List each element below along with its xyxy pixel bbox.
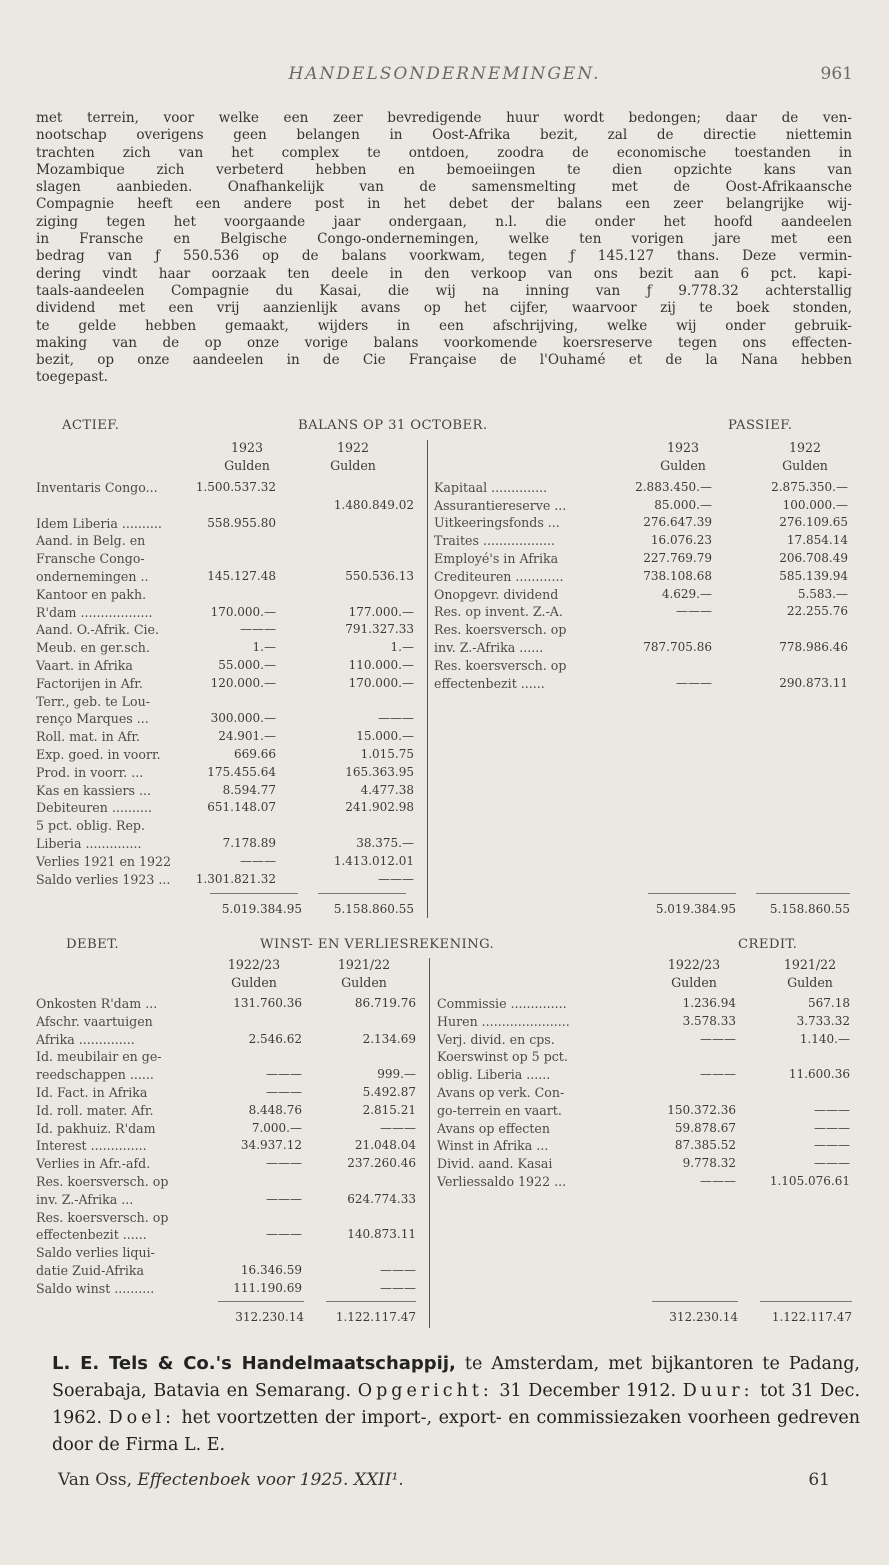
row-label: Afschr. vaartuigen (36, 1013, 153, 1029)
row-value: ——— (814, 1102, 850, 1117)
balans-title: BALANS OP 31 OCTOBER. (298, 418, 488, 433)
row-label: Res. op invent. Z.-A. (434, 604, 563, 620)
intro-line: bedrag van ƒ 550.536 op de balans voorkwam, tegen ƒ 145.127 thans. Deze vermin- (36, 248, 852, 265)
row-value: 3.733.32 (796, 1013, 850, 1028)
row-value: 206.708.49 (779, 551, 848, 565)
row-label: Interest .............. (36, 1138, 147, 1154)
rule (648, 893, 736, 894)
intro-line: in Fransche en Belgische Congo-ondernemingen, welke ten vorigen jare met een (36, 231, 852, 248)
row-value: 1.140.— (799, 1031, 850, 1046)
row-value: 7.178.89 (222, 836, 276, 850)
row-label: Factorijen in Afr. (36, 675, 143, 691)
row-label: Saldo winst .......... (36, 1280, 155, 1296)
row-value: 2.546.62 (248, 1031, 302, 1046)
row-value: ——— (266, 1227, 302, 1242)
row-value: ——— (378, 711, 414, 726)
rule (318, 893, 406, 894)
opgericht-label: Opgericht: (357, 1381, 493, 1401)
row-value: 34.937.12 (240, 1138, 302, 1153)
row-label: Exp. goed. in voorr. (36, 747, 161, 762)
row-label: datie Zuid-Afrika (36, 1263, 145, 1278)
row-label: Liberia .............. (36, 836, 142, 851)
row-label: Verlies in Afr.-afd. (36, 1156, 151, 1172)
row-label: Assurantiereserve ... (434, 497, 567, 513)
row-value: 85.000.— (654, 497, 712, 512)
col-year: 1921/22 (783, 957, 837, 972)
row-label: Onopgevr. dividend (434, 586, 559, 602)
passief-heading: PASSIEF. (728, 418, 793, 433)
row-value: 38.375.— (356, 836, 414, 850)
row-label: Uitkeeringsfonds ... (434, 515, 560, 531)
row-value: 1.413.012.01 (333, 853, 414, 868)
total-passief-1922: 5.158.860.55 (769, 902, 850, 916)
row-value: 669.66 (234, 747, 276, 761)
row-label: Terr., geb. te Lou- (36, 693, 150, 709)
row-label: Id. pakhuiz. R'dam (36, 1120, 156, 1136)
intro-line: met terrein, voor welke een zeer bevredigende huur wordt bedongen; daar de ven- (36, 110, 852, 126)
row-value: 5.583.— (797, 586, 848, 601)
row-value: 2.815.21 (362, 1102, 416, 1117)
debet-heading: DEBET. (66, 937, 119, 952)
row-value: ——— (814, 1138, 850, 1153)
row-value: ——— (380, 1263, 416, 1277)
intro-line: nootschap overigens geen belangen in Oost-Afrika bezit, zal de directie niettemin (36, 127, 852, 144)
row-value: 145.127.48 (207, 569, 276, 583)
row-label: 5 pct. oblig. Rep. (36, 818, 145, 834)
row-label: Idem Liberia .......... (36, 515, 162, 531)
row-label: Aand. O.-Afrik. Cie. (36, 622, 159, 638)
col-year: 1922 (788, 440, 822, 455)
row-value: 1.236.94 (682, 996, 736, 1010)
row-label: Vaart. in Afrika (36, 658, 133, 673)
row-value: ——— (676, 675, 712, 690)
row-value: 550.536.13 (345, 569, 414, 583)
rule (756, 893, 850, 894)
col-unit: Gulden (660, 458, 706, 473)
row-value: 131.760.36 (233, 996, 302, 1010)
row-value: 241.902.98 (345, 800, 414, 815)
rule (652, 1301, 738, 1302)
row-label: Crediteuren ............ (434, 568, 564, 584)
row-label: Huren ...................... (437, 1013, 570, 1029)
row-value: 567.18 (808, 996, 850, 1010)
row-value: 15.000.— (356, 729, 414, 744)
row-value: 1.— (390, 640, 414, 655)
row-value: 7.000.— (251, 1120, 302, 1135)
row-value: 2.134.69 (362, 1031, 416, 1046)
row-label: Roll. mat. in Afr. (36, 729, 140, 745)
row-label: Res. koersversch. op (36, 1209, 169, 1225)
intro-line: taals-aandeelen Compagnie du Kasai, die wij na inning van ƒ 9.778.32 achterstallig (36, 282, 852, 299)
row-value: 59.878.67 (674, 1120, 736, 1135)
row-value: 5.492.87 (362, 1085, 416, 1099)
row-value: 791.327.33 (345, 622, 414, 637)
actief-heading: ACTIEF. (62, 418, 120, 433)
row-value: ——— (676, 604, 712, 619)
row-label: effectenbezit ...... (36, 1227, 147, 1243)
row-value: 999.— (377, 1067, 416, 1082)
footer-book: Effectenboek voor 1925. (137, 1470, 349, 1490)
row-label: Id. Fact. in Afrika (36, 1085, 148, 1100)
row-value: 170.000.— (210, 604, 276, 619)
row-value: 24.901.— (218, 729, 276, 744)
winst-title: WINST- EN VERLIESREKENING. (260, 937, 495, 952)
intro-line: Compagnie heeft een andere post in het debet der balans een zeer belangrijke wij- (36, 196, 852, 213)
row-value: 110.000.— (348, 658, 414, 672)
row-label: Verj. divid. en cps. (437, 1031, 555, 1047)
row-value: 55.000.— (218, 658, 276, 672)
row-label: Kas en kassiers ... (36, 782, 151, 798)
row-value: 2.875.350.— (771, 479, 848, 494)
row-label: Koerswinst op 5 pct. (437, 1049, 568, 1065)
row-value: 1.480.849.02 (333, 497, 414, 512)
footer-volume: XXII¹. (348, 1470, 404, 1490)
col-year: 1923 (666, 440, 700, 455)
row-label: reedschappen ...... (36, 1067, 154, 1083)
row-value: 624.774.33 (347, 1191, 416, 1206)
row-value: 9.778.32 (682, 1156, 736, 1171)
row-value: ——— (380, 1280, 416, 1295)
row-label: Winst in Afrika ... (437, 1138, 549, 1154)
intro-line: bezit, op onze aandeelen in de Cie Française de l'Ouhamé et de la Nana hebben (36, 352, 852, 369)
row-value: 4.629.— (661, 586, 712, 601)
row-value: 778.986.46 (779, 640, 848, 654)
row-value: ——— (266, 1085, 302, 1099)
row-value: 1.105.076.61 (769, 1174, 850, 1188)
row-label: Inventaris Congo... (36, 480, 158, 495)
company-text: te Amsterdam, met bijkantoren te Padang, Soerabaja, Batavia en Semarang. (52, 1354, 860, 1401)
total-actief-1923: 5.019.384.95 (221, 902, 302, 916)
row-label: Afrika .............. (36, 1031, 135, 1047)
row-label: Avans op verk. Con- (437, 1085, 565, 1100)
row-value: ——— (378, 871, 414, 886)
row-label: Meub. en ger.sch. (36, 640, 150, 656)
row-value: ——— (814, 1120, 850, 1135)
rule (326, 1301, 416, 1302)
row-value: 1.015.75 (360, 747, 414, 761)
row-value: 1.500.537.32 (195, 480, 276, 494)
row-label: Res. koersversch. op (36, 1174, 169, 1189)
row-value: ——— (240, 853, 276, 868)
intro-line: te gelde hebben gemaakt, wijders in een afschrijving, welke wij onder gebruik- (36, 317, 852, 334)
row-value: 87.385.52 (674, 1138, 736, 1153)
row-value: 1.— (252, 640, 276, 655)
duur-value: tot 31 Dec. 1962. (52, 1381, 861, 1428)
footer-page: 61 (808, 1470, 830, 1490)
row-label: Kapitaal .............. (434, 479, 548, 495)
page-footer (58, 1470, 850, 1490)
row-value: ——— (380, 1120, 416, 1135)
winst-divider (429, 958, 430, 1328)
row-value: 150.372.36 (667, 1102, 736, 1117)
row-value: 2.883.450.— (635, 479, 712, 494)
row-value: 8.594.77 (222, 782, 276, 797)
row-value: 140.873.11 (347, 1227, 416, 1242)
intro-line: dering vindt haar oorzaak ten deele in den verkoop van ons bezit aan 6 pct. kapi- (36, 265, 852, 282)
row-label: Res. koersversch. op (434, 657, 567, 673)
row-label: Verlies 1921 en 1922 (36, 853, 172, 869)
col-year: 1922 (336, 440, 370, 455)
row-value: 177.000.— (348, 604, 414, 619)
col-year: 1921/22 (337, 957, 391, 972)
row-value: 276.109.65 (779, 515, 848, 530)
intro-line: dividend met een vrij aanzienlijk avans op het cijfer, waarvoor zij te boek stonden, (36, 300, 852, 317)
intro-line: Mozambique zich verbeterd hebben en bemoeiingen te dien opzichte kans van (36, 161, 852, 178)
row-value: 175.455.64 (207, 764, 276, 779)
row-value: 8.448.76 (248, 1102, 302, 1117)
intro-line: ziging tegen het voorgaande jaar ondergaan, n.l. die onder het hoofd aandeelen (36, 213, 852, 230)
row-value: 16.346.59 (240, 1263, 302, 1277)
row-value: 738.108.68 (643, 568, 712, 583)
row-value: ——— (700, 1067, 736, 1082)
row-value: ——— (266, 1067, 302, 1082)
row-value: 558.955.80 (207, 515, 276, 530)
row-value: ——— (240, 622, 276, 637)
row-label: Employé's in Afrika (434, 551, 559, 566)
row-value: ——— (266, 1191, 302, 1206)
row-label: inv. Z.-Afrika ... (36, 1191, 134, 1207)
row-label: effectenbezit ...... (434, 675, 545, 691)
page-number: 961 (820, 64, 853, 84)
row-value: ——— (814, 1156, 850, 1171)
row-label: Debiteuren .......... (36, 800, 152, 816)
intro-line: trachten zich van het complex te ontdoen, zoodra de economische toestanden in (36, 144, 852, 161)
col-unit: Gulden (341, 975, 387, 990)
intro-line: making van de op onze vorige balans voorkomende koersreserve tegen ons effecten- (36, 334, 852, 351)
row-value: 300.000.— (210, 711, 276, 726)
row-value: ——— (700, 1174, 736, 1188)
row-value: 16.076.23 (650, 533, 712, 548)
row-value: 120.000.— (210, 675, 276, 690)
row-label: Traites .................. (434, 533, 555, 549)
row-label: Saldo verlies liqui- (36, 1245, 155, 1261)
row-value: 227.769.79 (643, 551, 712, 565)
row-value: 651.148.07 (207, 800, 276, 815)
company-entry (52, 1350, 860, 1459)
total-actief-1922: 5.158.860.55 (333, 902, 414, 916)
row-label: Avans op effecten (437, 1120, 550, 1136)
total-passief-1923: 5.019.384.95 (655, 902, 736, 916)
row-label: inv. Z.-Afrika ...... (434, 640, 544, 655)
rule (760, 1301, 852, 1302)
row-label: Id. roll. mater. Afr. (36, 1102, 154, 1118)
balans-divider (427, 440, 428, 918)
row-value: 1.301.821.32 (195, 871, 276, 886)
row-label: Res. koersversch. op (434, 622, 567, 638)
opgericht-value: 31 December 1912. (492, 1381, 683, 1401)
row-value: 17.854.14 (786, 533, 848, 548)
row-value: 22.255.76 (786, 604, 848, 619)
total-credit-1: 312.230.14 (669, 1310, 738, 1324)
row-label: Id. meubilair en ge- (36, 1049, 162, 1065)
running-header: HANDELSONDERNEMINGEN. (288, 64, 601, 84)
row-value: 111.190.69 (233, 1280, 302, 1295)
row-value: 290.873.11 (779, 675, 848, 690)
col-year: 1923 (230, 440, 264, 455)
row-value: 100.000.— (782, 497, 848, 512)
row-value: ——— (700, 1031, 736, 1046)
row-label: Aand. in Belg. en (36, 533, 146, 549)
row-label: Divid. aand. Kasai (437, 1156, 553, 1172)
row-value: ——— (266, 1156, 302, 1171)
row-label: Kantoor en pakh. (36, 586, 147, 602)
row-value: 21.048.04 (354, 1138, 416, 1153)
footer-author: Van Oss, (58, 1470, 138, 1490)
row-value: 276.647.39 (643, 515, 712, 530)
intro-line: toegepast. (36, 369, 109, 386)
col-unit: Gulden (782, 458, 828, 473)
credit-heading: CREDIT. (738, 937, 798, 952)
rule (210, 893, 298, 894)
col-unit: Gulden (671, 975, 717, 990)
col-year: 1922/23 (667, 957, 721, 972)
row-value: 11.600.36 (788, 1067, 850, 1082)
duur-label: Duur: (682, 1381, 754, 1401)
row-label: Prod. in voorr. ... (36, 764, 144, 780)
row-label: ondernemingen .. (36, 569, 149, 584)
rule (218, 1301, 304, 1302)
row-value: 237.260.46 (347, 1156, 416, 1171)
row-label: Saldo verlies 1923 ... (36, 871, 171, 887)
row-value: 3.578.33 (682, 1013, 736, 1028)
row-label: Onkosten R'dam ... (36, 996, 158, 1011)
row-value: 170.000.— (348, 675, 414, 690)
row-label: R'dam .................. (36, 604, 153, 620)
company-name: L. E. Tels & Co.'s Handelmaatschappij, (52, 1353, 456, 1374)
row-value: 86.719.76 (354, 996, 416, 1010)
row-label: renço Marques ... (36, 711, 149, 727)
row-value: 585.139.94 (779, 568, 848, 583)
intro-paragraph (36, 110, 852, 387)
doel-value: het voortzetten der import-, export- en commissiezaken voorheen gedreven door de Firma L. E. (52, 1408, 860, 1455)
row-label: Fransche Congo- (36, 551, 145, 567)
total-credit-2: 1.122.117.47 (771, 1310, 852, 1324)
row-value: 4.477.38 (360, 782, 414, 797)
row-label: oblig. Liberia ...... (437, 1067, 551, 1083)
doel-label: Doel: (108, 1408, 176, 1428)
col-unit: Gulden (787, 975, 833, 990)
row-label: Verliessaldo 1922 ... (437, 1174, 567, 1189)
col-unit: Gulden (224, 458, 270, 473)
row-label: go-terrein en vaart. (437, 1102, 562, 1118)
col-year: 1922/23 (227, 957, 281, 972)
total-debet-1: 312.230.14 (235, 1310, 304, 1324)
col-unit: Gulden (231, 975, 277, 990)
total-debet-2: 1.122.117.47 (335, 1310, 416, 1324)
row-value: 787.705.86 (643, 640, 712, 654)
row-label: Commissie .............. (437, 996, 567, 1011)
row-value: 165.363.95 (345, 764, 414, 779)
intro-line: slagen aanbieden. Onafhankelijk van de samensmelting met de Oost-Afrikaansche (36, 179, 852, 196)
col-unit: Gulden (330, 458, 376, 473)
